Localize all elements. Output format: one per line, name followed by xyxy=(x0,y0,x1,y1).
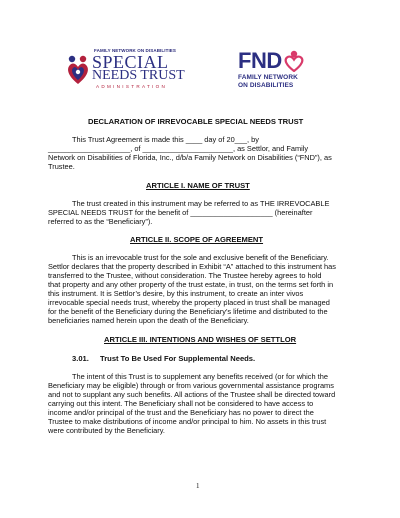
article-3-line: Trustee to make distributions of income and/or principal to him. No assets in this trust xyxy=(48,417,327,426)
article-3-line: were contributed by the Beneficiary. xyxy=(48,426,165,435)
article-1-line: The trust created in this instrument may be referred to as THE IRREVOCABLE xyxy=(72,199,330,208)
logo-administration-text: ADMINISTRATION xyxy=(96,84,168,89)
intro-line: ____________________, of ______________________, as Settlor, and Family xyxy=(48,144,309,153)
article-3-line: and not to supplant any such benefits. All actions of the Trustee shall be directed toward xyxy=(48,390,336,399)
logo-special-text: SPECIAL xyxy=(92,52,169,72)
fnd-logo xyxy=(238,50,338,100)
intro-line: Trustee. xyxy=(48,162,75,171)
article-1-line: SPECIAL NEEDS TRUST for the benefit of ____________________ (hereinafter xyxy=(48,208,313,217)
article-2-line: irrevocable special needs trust, whereby the property placed in trust shall be managed xyxy=(48,298,330,307)
logo-needs-trust-text: NEEDS TRUST xyxy=(92,68,185,83)
article-3-line: carrying out this intent. The Beneficiary shall not be considered to have access to xyxy=(48,399,314,408)
article-2-line: this instrument. It is Settlor’s desire, by this instrument, to create an inter vivos xyxy=(48,289,304,298)
article-3-line: The intent of this Trust is to supplement any benefits received (or for which the xyxy=(72,372,328,381)
page-number: 1 xyxy=(196,482,200,490)
article-2-line: for the benefit of the Beneficiary during the Beneficiary’s lifetime and distributed to the xyxy=(48,307,328,316)
article-2-line: Settlor declares that the property described in Exhibit “A” attached to this instrument has xyxy=(48,262,336,271)
article-1-heading: ARTICLE I. NAME OF TRUST xyxy=(146,181,250,190)
article-2-heading: ARTICLE II. SCOPE OF AGREEMENT xyxy=(130,235,264,244)
section-number: 3.01. xyxy=(72,354,89,363)
people-heart-icon xyxy=(66,54,90,88)
article-1-line: referred to as the “Beneficiary”). xyxy=(48,217,153,226)
article-3-line: income and/or principal of the trust and the Beneficiary has no power to direct the xyxy=(48,408,314,417)
fnd-wordmark: FND xyxy=(238,48,282,73)
logo-top-line: FAMILY NETWORK ON DISABILITIES xyxy=(94,48,177,53)
document-title: DECLARATION OF IRREVOCABLE SPECIAL NEEDS TRUST xyxy=(88,117,304,126)
section-title: Trust To Be Used For Supplemental Needs. xyxy=(100,354,256,363)
fnd-subtitle-line1: FAMILY NETWORK xyxy=(238,74,298,81)
article-2-line: beneficiaries named herein upon the death of the Beneficiary. xyxy=(48,316,249,325)
article-2-line: that property and any other property of the trust estate, in trust, on the terms set forth in xyxy=(48,280,334,289)
article-3-line: Beneficiary may be eligible) through or from various governmental assistance programs xyxy=(48,381,334,390)
intro-line: Network on Disabilities of Florida, Inc., d/b/a Family Network on Disabilities (“FND”), as xyxy=(48,153,332,162)
heart-person-icon xyxy=(284,50,304,72)
article-3-heading: ARTICLE III. INTENTIONS AND WISHES OF SETTLOR xyxy=(104,335,297,344)
fnd-subtitle-line2: ON DISABILITIES xyxy=(238,82,294,89)
intro-line: This Trust Agreement is made this ____ day of 20___, by xyxy=(72,135,259,144)
special-needs-trust-logo xyxy=(66,48,186,96)
article-2-line: This is an irrevocable trust for the sole and exclusive benefit of the Beneficiary. xyxy=(72,253,329,262)
article-2-line: transferred to the Trustee, without consideration. The Trustee hereby agrees to hold xyxy=(48,271,322,280)
